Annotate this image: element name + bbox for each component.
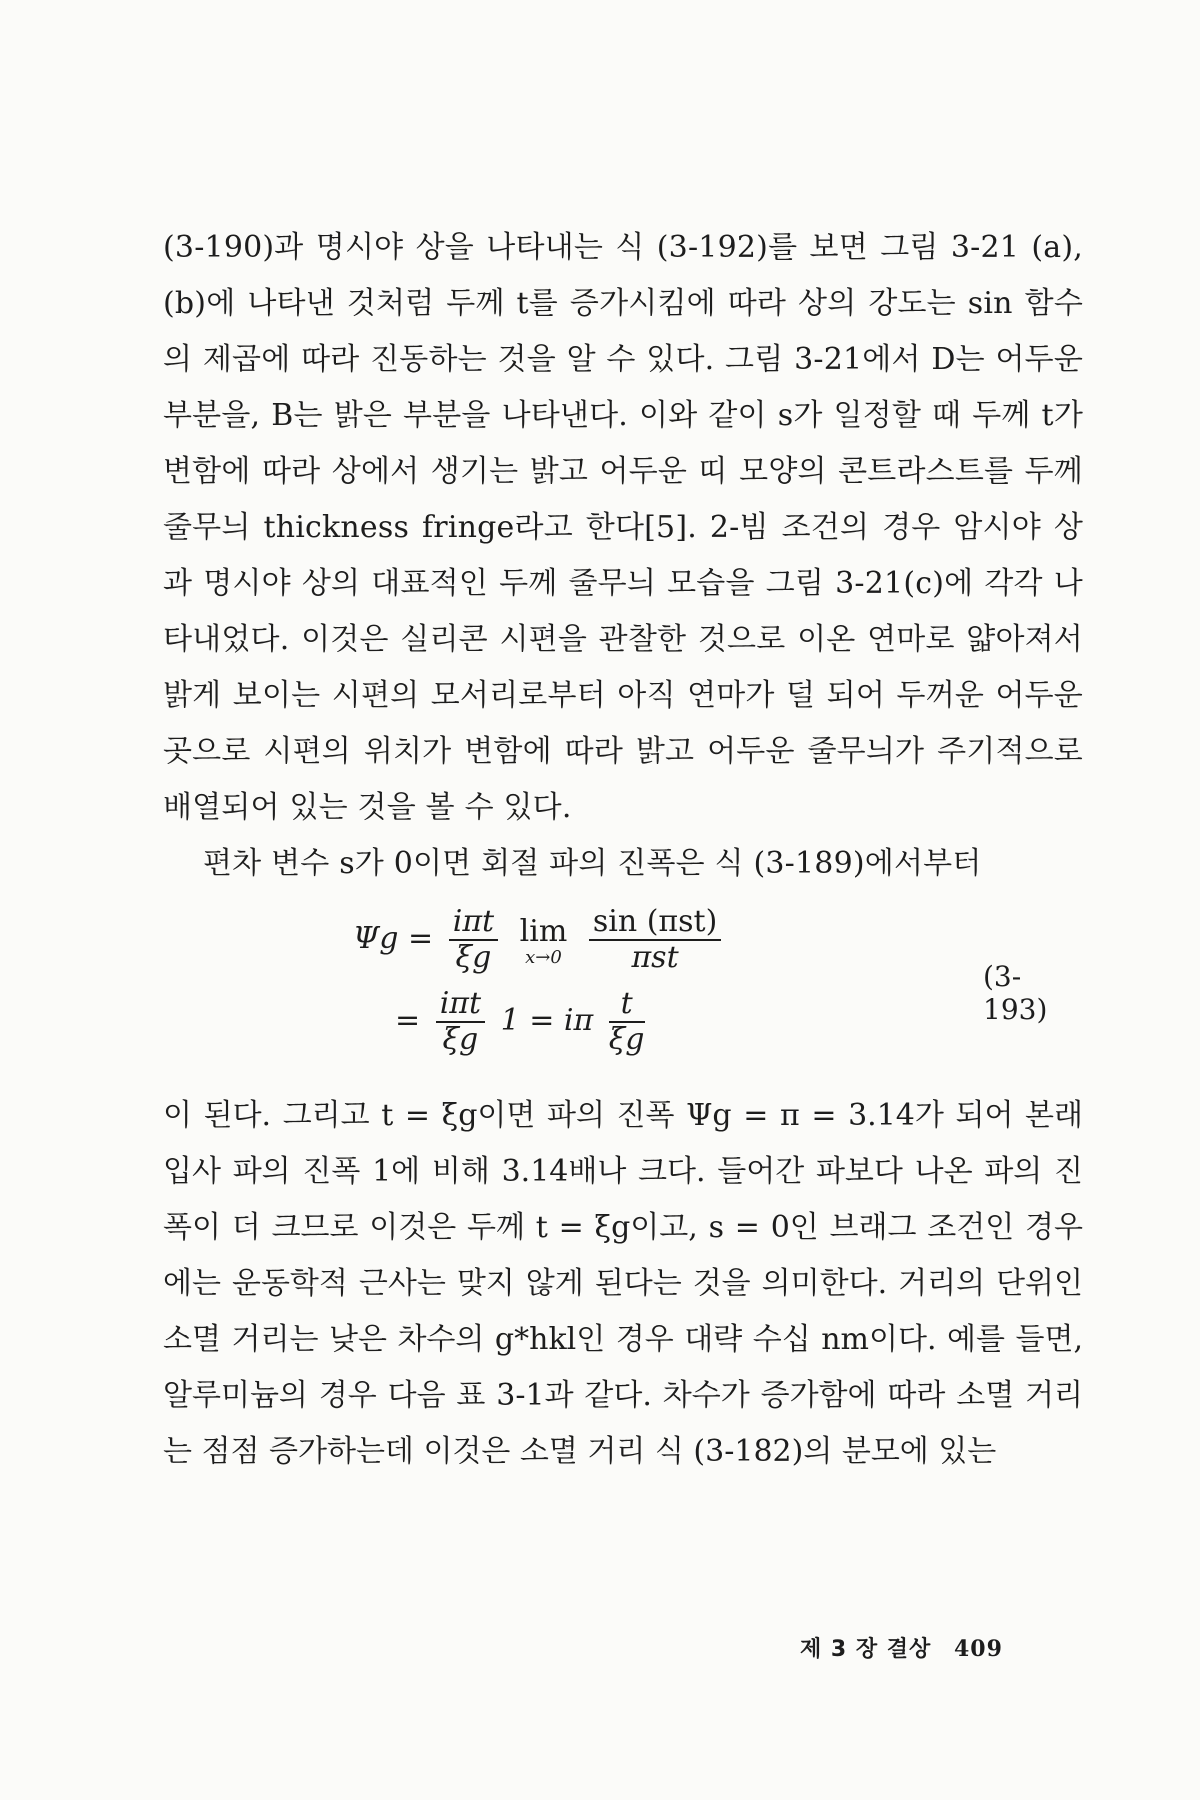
fraction-1-denominator: ξg: [455, 940, 492, 975]
fraction-3-denominator: ξg: [442, 1022, 479, 1057]
fraction-3-numerator: iπt: [436, 987, 485, 1023]
fraction-1-numerator: iπt: [449, 905, 498, 941]
limit-word: lim: [519, 913, 568, 949]
fraction-4: [609, 987, 645, 1057]
page-number: 409: [953, 1636, 1003, 1662]
equation-lhs: Ψg =: [353, 921, 434, 956]
limit-operator: [520, 914, 568, 967]
fraction-2-denominator: πst: [631, 940, 679, 975]
paragraph-1: (3-190)과 명시야 상을 나타내는 식 (3-192)를 보면 그림 3-21 (a), (b)에 나타낸 것처럼 두께 t를 증가시킴에 따라 상의 강도는 sin 함수의 제곱에 따라 진동하는 것을 알 수 있다. 그림 3-21에서 D는 어두운 부분을, B는 밝은 부분을 나타낸다. 이와 같이 s가 일정할 때 두께 t가 변함에 따라 상에서 생기는 밝고 어두운 띠 모양의 콘트라스트를 두께 줄무늬 thickness fringe라고 한다[5]. 2-빔 조건의 경우 암시야 상과 명시야 상의 대표적인 두께 줄무늬 모습을 그림 3-21(c)에 각각 나타내었다. 이것은 실리콘 시편을 관찰한 것으로 이온 연마로 얇아져서 밝게 보이는 시편의 모서리로부터 아직 연마가 덜 되어 두꺼운 어두운 곳으로 시편의 위치가 변함에 따라 밝고 어두운 줄무늬가 주기적으로 배열되어 있는 것을 볼 수 있다.: [163, 230, 1083, 825]
body-text: [163, 220, 1083, 892]
equation-line-2: [395, 987, 651, 1057]
paragraph-2: 편차 변수 s가 0이면 회절 파의 진폭은 식 (3-189)에서부터: [203, 846, 982, 881]
fraction-1: [449, 905, 498, 975]
paragraph-3: 이 된다. 그리고 t = ξg이면 파의 진폭 Ψg = π = 3.14가 되어 본래 입사 파의 진폭 1에 비해 3.14배나 크다. 들어간 파보다 나온 파의 진폭이 더 크므로 이것은 두께 t = ξg이고, s = 0인 브래그 조건인 경우에는 운동학적 근사는 맞지 않게 된다는 것을 의미한다. 거리의 단위인 소멸 거리는 낮은 차수의 g*hkl인 경우 대략 수십 nm이다. 예를 들면, 알루미늄의 경우 다음 표 3-1과 같다. 차수가 증가함에 따라 소멸 거리는 점점 증가하는데 이것은 소멸 거리 식 (3-182)의 분모에 있는: [163, 1098, 1083, 1469]
equation-equals: =: [395, 1003, 421, 1038]
chapter-label: 제 3 장 결상: [800, 1637, 932, 1662]
limit-subscript: x→0: [525, 946, 562, 968]
fraction-4-denominator: ξg: [608, 1022, 645, 1057]
equation-middle: 1 = iπ: [500, 1003, 594, 1038]
equation-number: (3-193): [983, 960, 1048, 1026]
fraction-2-numerator: sin (πst): [589, 905, 721, 941]
equation-3-193: [163, 905, 1083, 1065]
page-footer: [800, 1632, 1003, 1663]
fraction-2: [589, 905, 721, 975]
equation-line-1: [353, 905, 727, 975]
fraction-4-numerator: t: [609, 987, 645, 1023]
fraction-3: [436, 987, 485, 1057]
